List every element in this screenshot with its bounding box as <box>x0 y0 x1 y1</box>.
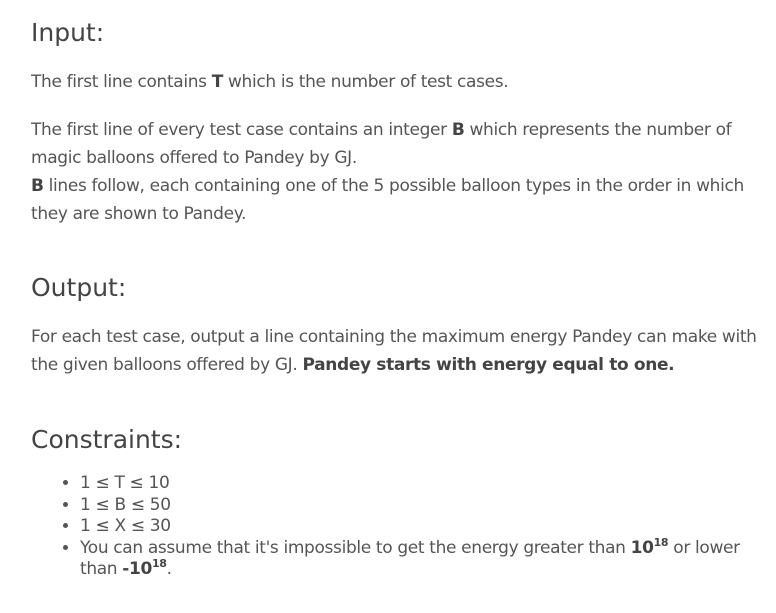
list-item: • 1 ≤ B ≤ 50 <box>80 495 776 517</box>
output-bold-note: Pandey starts with energy equal to one. <box>302 355 675 375</box>
constraints-heading: Constraints: <box>31 425 183 454</box>
list-item: • 1 ≤ T ≤ 10 <box>80 473 776 495</box>
list-item: • 1 ≤ X ≤ 30 <box>80 516 776 538</box>
var-b-lines: B <box>31 176 44 196</box>
constraints-list <box>58 473 776 581</box>
input-line-test-cases: The first line contains T which is the number of test cases. <box>31 72 509 92</box>
list-item: • You can assume that it's impossible to get the energy greater than $10^{18}$ or lower than $-10^{18}$. <box>80 538 776 581</box>
var-t: T <box>211 72 223 92</box>
energy-upper-bound: $10^{18}$ <box>630 535 669 558</box>
output-heading: Output: <box>31 273 127 302</box>
input-heading: Input: <box>31 18 105 47</box>
var-b: B <box>451 120 465 140</box>
input-line-balloon-count: The first line of every test case contains an integer B which represents the number of magic balloons offered to Pandey by GJ. B lines follow, each containing one of the 5 possible balloon types in the order in which they are shown to Pandey. <box>31 120 744 224</box>
energy-lower-bound: $-10^{18}$ <box>122 557 167 579</box>
output-text: For each test case, output a line containing the maximum energy Pandey can make with the given balloons offered by GJ. Pandey starts with energy equal to one. <box>31 327 757 375</box>
